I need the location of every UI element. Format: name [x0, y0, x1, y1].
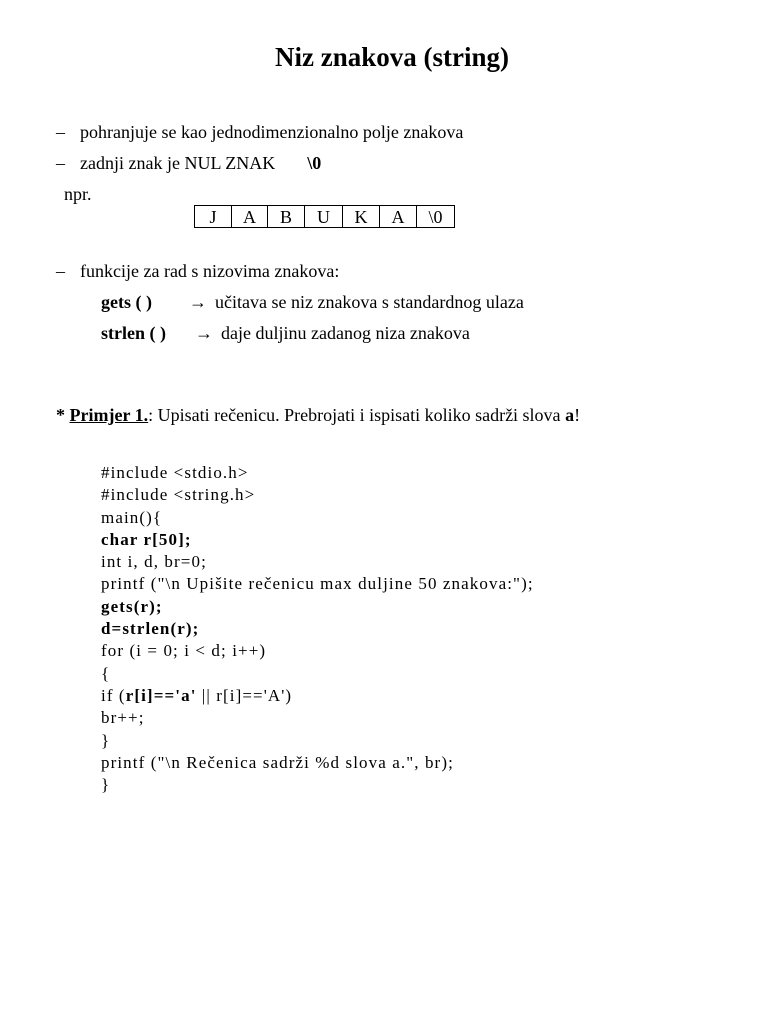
code-fragment: || r[i]=='A') [196, 685, 293, 705]
code-line: char r[50]; [101, 529, 192, 549]
example-label: Primjer 1. [69, 405, 149, 425]
function-name: strlen ( ) [101, 323, 166, 343]
example-heading [56, 405, 580, 426]
char-cell: A [232, 206, 268, 228]
code-line: } [101, 730, 111, 750]
code-line: { [101, 663, 111, 683]
bullet-dash: – [56, 122, 65, 142]
code-line: main(){ [101, 507, 163, 527]
function-desc: daje duljinu zadanog niza znakova [221, 323, 470, 343]
code-fragment: r[i]=='a' [125, 685, 197, 705]
bullet-text: funkcije za rad s nizovima znakova: [80, 261, 340, 281]
char-cell: U [305, 206, 343, 228]
example-label-npr: npr. [64, 184, 92, 204]
code-line: #include <string.h> [101, 485, 256, 505]
char-cell: A [380, 206, 417, 228]
char-array-table [194, 205, 455, 228]
bullet-storage [56, 122, 463, 143]
example-star: * [56, 405, 70, 425]
code-line: printf ("\n Rečenica sadrži %d slova a.", br); [101, 752, 454, 772]
code-line: d=strlen(r); [101, 619, 200, 639]
code-line: gets(r); [101, 596, 163, 616]
char-cell: \0 [417, 206, 455, 228]
function-name: gets ( ) [101, 292, 152, 312]
example-text: : Upisati rečenicu. Prebrojati i ispisati koliko sadrži slova [148, 405, 566, 425]
char-cell: K [343, 206, 380, 228]
arrow-right-icon: → [195, 323, 213, 343]
bullet-dash: – [56, 153, 65, 173]
example-end: ! [574, 405, 581, 425]
arrow-right-icon: → [189, 292, 207, 312]
char-cell: J [195, 206, 232, 228]
char-cell: B [268, 206, 305, 228]
bullet-nul-char [56, 153, 321, 174]
code-line [101, 685, 534, 707]
example-letter: a [565, 405, 575, 425]
bullet-text: pohranjuje se kao jednodimenzionalno polje znakova [80, 122, 464, 142]
page-title: Niz znakova (string) [275, 42, 509, 72]
bullet-text: zadnji znak je NUL ZNAK [80, 153, 276, 173]
code-line: br++; [101, 708, 145, 728]
nul-symbol: \0 [307, 153, 322, 173]
code-line: int i, d, br=0; [101, 552, 207, 572]
code-block [101, 462, 534, 796]
function-gets [101, 292, 524, 313]
bullet-dash: – [56, 261, 65, 281]
code-fragment: if ( [101, 685, 126, 705]
code-line: } [101, 775, 111, 795]
function-strlen [101, 323, 470, 344]
bullet-functions [56, 261, 339, 282]
code-line: #include <stdio.h> [101, 463, 249, 482]
code-line: for (i = 0; i < d; i++) [101, 641, 267, 661]
function-desc: učitava se niz znakova s standardnog ulaza [215, 292, 524, 312]
code-line: printf ("\n Upišite rečenicu max duljine 50 znakova:"); [101, 574, 534, 594]
